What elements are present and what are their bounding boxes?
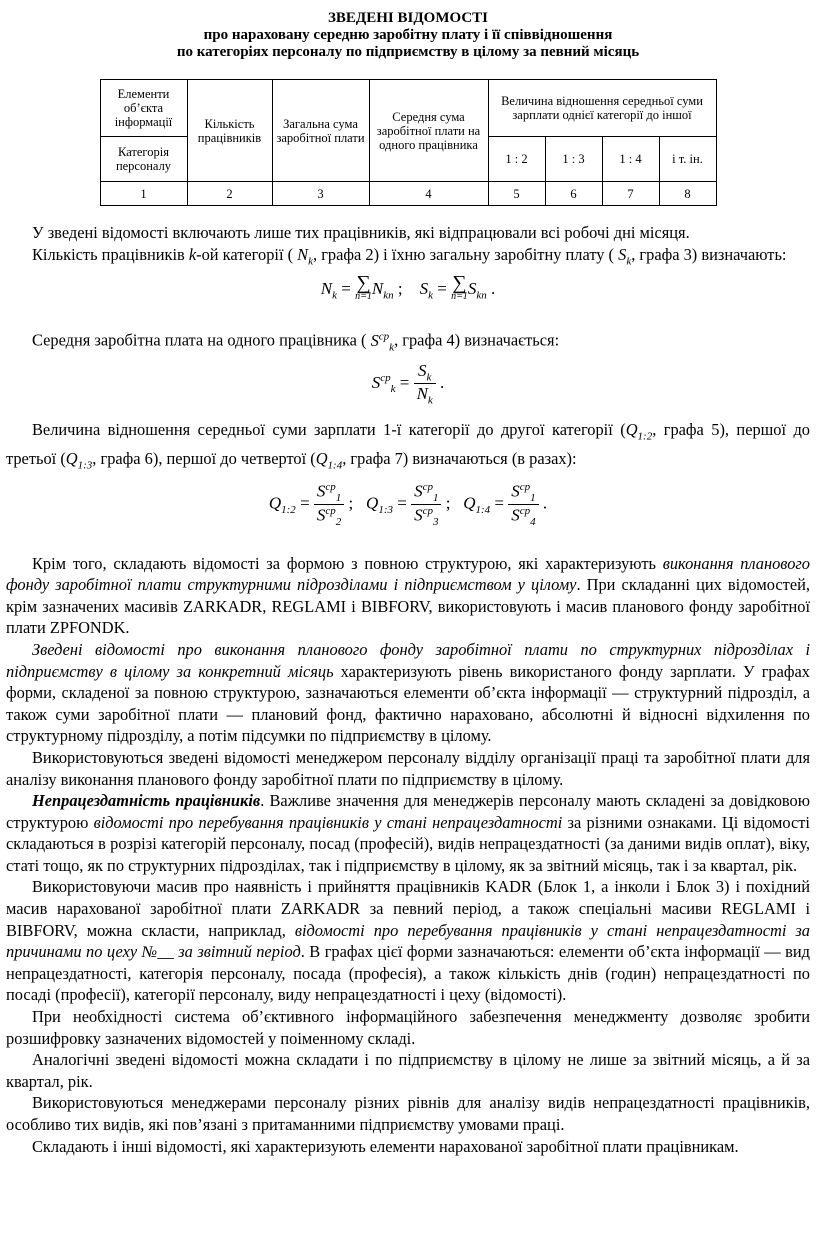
text-run: Використовуючи масив про наявність і прийняття працівників KADR (Блок 1, а інколи і Блок 3) і похідний масив нарахованої заробітної плати ZARKADR за певний період, а також спеціальні масиви REGLAMI і BIBFORV, можна скласти, наприклад, (6, 877, 810, 940)
inline-math: $S_k$ (618, 244, 632, 267)
paragraph (6, 419, 810, 477)
paragraph: При необхідності система об’єктивного інформаційного забезпечення менеджменту дозволяє зробити розшифровку зазначених відомостей у поіменному складі. (6, 1007, 810, 1048)
text-run: . Важливе значення для менеджерів персоналу мають складені за довідковою структурою (6, 791, 811, 832)
column-number: 7 (602, 182, 659, 206)
formula-average: $S^{cp}_k$ = $\frac{S_k}{N_k}$ . (371, 360, 445, 407)
text-run: , графа 3) визначають: (631, 244, 787, 264)
paragraph: Складають і інші відомості, які характеризують елементи нарахованої заробітної плати працівникам. (32, 1136, 739, 1156)
paragraph: Аналогічні зведені відомості можна складати і по підприємству в цілому не лише за звітний місяць, а й за квартал, рік. (6, 1050, 810, 1091)
header-avg: Середня сума заробітної плати на одного працівника (369, 80, 488, 182)
paragraph: У зведені відомості включають лише тих працівників, які відпрацювали всі робочі дні місяця. (32, 223, 690, 242)
title-line: ЗВЕДЕНІ ВІДОМОСТІ (327, 10, 489, 26)
header-ratio-1-2: 1 : 2 (488, 137, 545, 182)
inline-math: $N_k$ (297, 244, 313, 267)
column-number: 2 (187, 182, 272, 206)
text-run: , графа 2) і їхню загальну заробітну плату ( (313, 244, 615, 264)
column-number: 8 (659, 182, 716, 206)
text-run: . В графах цієї форми зазначаються: елементи об’єкта інформації — вид непрацездатності, категорія персоналу, посада (професія), а також кількість днів (годин) непрацездатності по посаді (професії), категорії персоналу, виду непрацездатності і цеху (відомості). (6, 942, 810, 1005)
paragraph: Використовуються зведені відомості менеджером персоналу відділу організації праці та заробітної плати для аналізу виконання планового фонду заробітної плати по підприємству в цілому. (6, 747, 810, 789)
paragraph (6, 326, 810, 358)
formula-sums: $N_k$ = ∑ n=1 $N_{kn}$ ; $S_k$ = ∑ n=1 $S_{kn}$ . (320, 272, 496, 303)
paragraph (6, 876, 810, 1006)
subtitle-line-2: по категоріях персоналу по підприємству в цілому за певний місяць (176, 44, 640, 60)
column-number: 1 (100, 182, 187, 206)
header-count: Кількість працівників (187, 80, 272, 182)
text-run: , графа 7) визначаються (в разах): (342, 448, 577, 468)
text-run: Величина відношення середньої суми зарплати 1-ї категорії до другої категорії ( (32, 419, 626, 439)
header-category: Категорія персоналу (100, 137, 187, 182)
paragraph (6, 244, 810, 273)
header-ratio-etc: і т. ін. (659, 137, 716, 182)
text-run: Крім того, складають відомості за формою з повною структурою, які характеризують (32, 553, 663, 573)
text-run: за різними ознаками. Ці відомості складаються в розрізі категорій персоналу, посад (професій), видів непрацездатності (за даними видів оплат), віку, статі тощо, як по структурних підрозділах, так і підприємству в цілому, як за звітний місяць, так і за квартал, рік. (6, 812, 810, 875)
column-number: 3 (272, 182, 369, 206)
column-number: 6 (545, 182, 602, 206)
document-title (6, 10, 810, 61)
header-total: Загальна сума заробітної плати (272, 80, 369, 182)
header-ratio-1-3: 1 : 3 (545, 137, 602, 182)
text-run: -ой категорії ( (196, 244, 294, 264)
paragraph (6, 790, 810, 876)
text-run: виконання планового фонду заробітної плати структурними підрозділами і підприємством у цілому (6, 553, 810, 595)
text-run: , графа 5), першої до третьої ( (6, 419, 810, 468)
paragraph (6, 639, 810, 747)
column-number: 4 (369, 182, 488, 206)
text-run: характеризують рівень використаного фонду зарплати. У графах форми, складеної за повною структурою, зазначаються елементи об’єкта інформації — структурний підрозділ, а також суми заробітної плати — плановий фонд, фактично нараховано, абсолютні й відносні відхилення по структурному підрозділу, а потім підсумки по підприємству в цілому. (6, 661, 810, 746)
text-run: . При складанні цих відомостей, крім зазначених масивів ZARKADR, REGLAMI і BIBFORV, використовують і масив планового фонду заробітної плати ZPFONDK. (6, 575, 810, 638)
paragraph: Використовуються менеджерами персоналу різних рівнів для аналізу видів непрацездатності працівників, особливо тих видів, які пов’язані з притаманними підприємству умовами праці. (6, 1093, 810, 1134)
inline-math: $Q_{1:2}$ (625, 419, 653, 443)
formula-ratios: $Q_{1:2}$ = $\frac{S^{cp}_1}{S^{cp}_2}$ ; $Q_{1:3}$ = $\frac{S^{cp}_1}{S^{cp}_3}$ ; $Q_{1:4}$ = $\frac{S^{cp}_1}{S^{cp}_4}$ . (268, 480, 548, 528)
text-run: , графа 6), першої до четвертої ( (92, 448, 316, 468)
subtitle-line-1: про нараховану середню заробітну плату і її співвідношення (203, 27, 613, 43)
inline-math: $Q_{1:3}$ (65, 448, 93, 471)
inline-math: $Q_{1:4}$ (315, 448, 343, 471)
text-run: Непрацездатність працівників (32, 791, 261, 811)
report-form-table (100, 79, 717, 206)
text-run: Середня заробітна плата на одного працівника ( (32, 330, 367, 350)
column-number: 5 (488, 182, 545, 206)
header-ratio-1-4: 1 : 4 (602, 137, 659, 182)
paragraph (6, 553, 810, 639)
text-run: , графа 4) визначається: (394, 330, 560, 350)
text-run: k (188, 244, 197, 264)
header-ratio: Величина відношення середньої суми зарплати однієї категорії до іншої (488, 80, 716, 137)
text-run: відомості про перебування працівників у стані непрацездатності (93, 812, 563, 832)
inline-math: $S^{cp}_k$ (370, 330, 395, 354)
text-run: відомості про перебування працівників у стані непрацездатності за причинами по цеху №__ за звітний період (6, 920, 811, 962)
text-run: Кількість працівників (32, 244, 189, 264)
text-run: Зведені відомості про виконання планового фонду заробітної плати по структурних підрозділах і підприємству в цілому за конкретний місяць (6, 639, 810, 681)
header-elements: Елементи об’єкта інформації (100, 80, 187, 137)
